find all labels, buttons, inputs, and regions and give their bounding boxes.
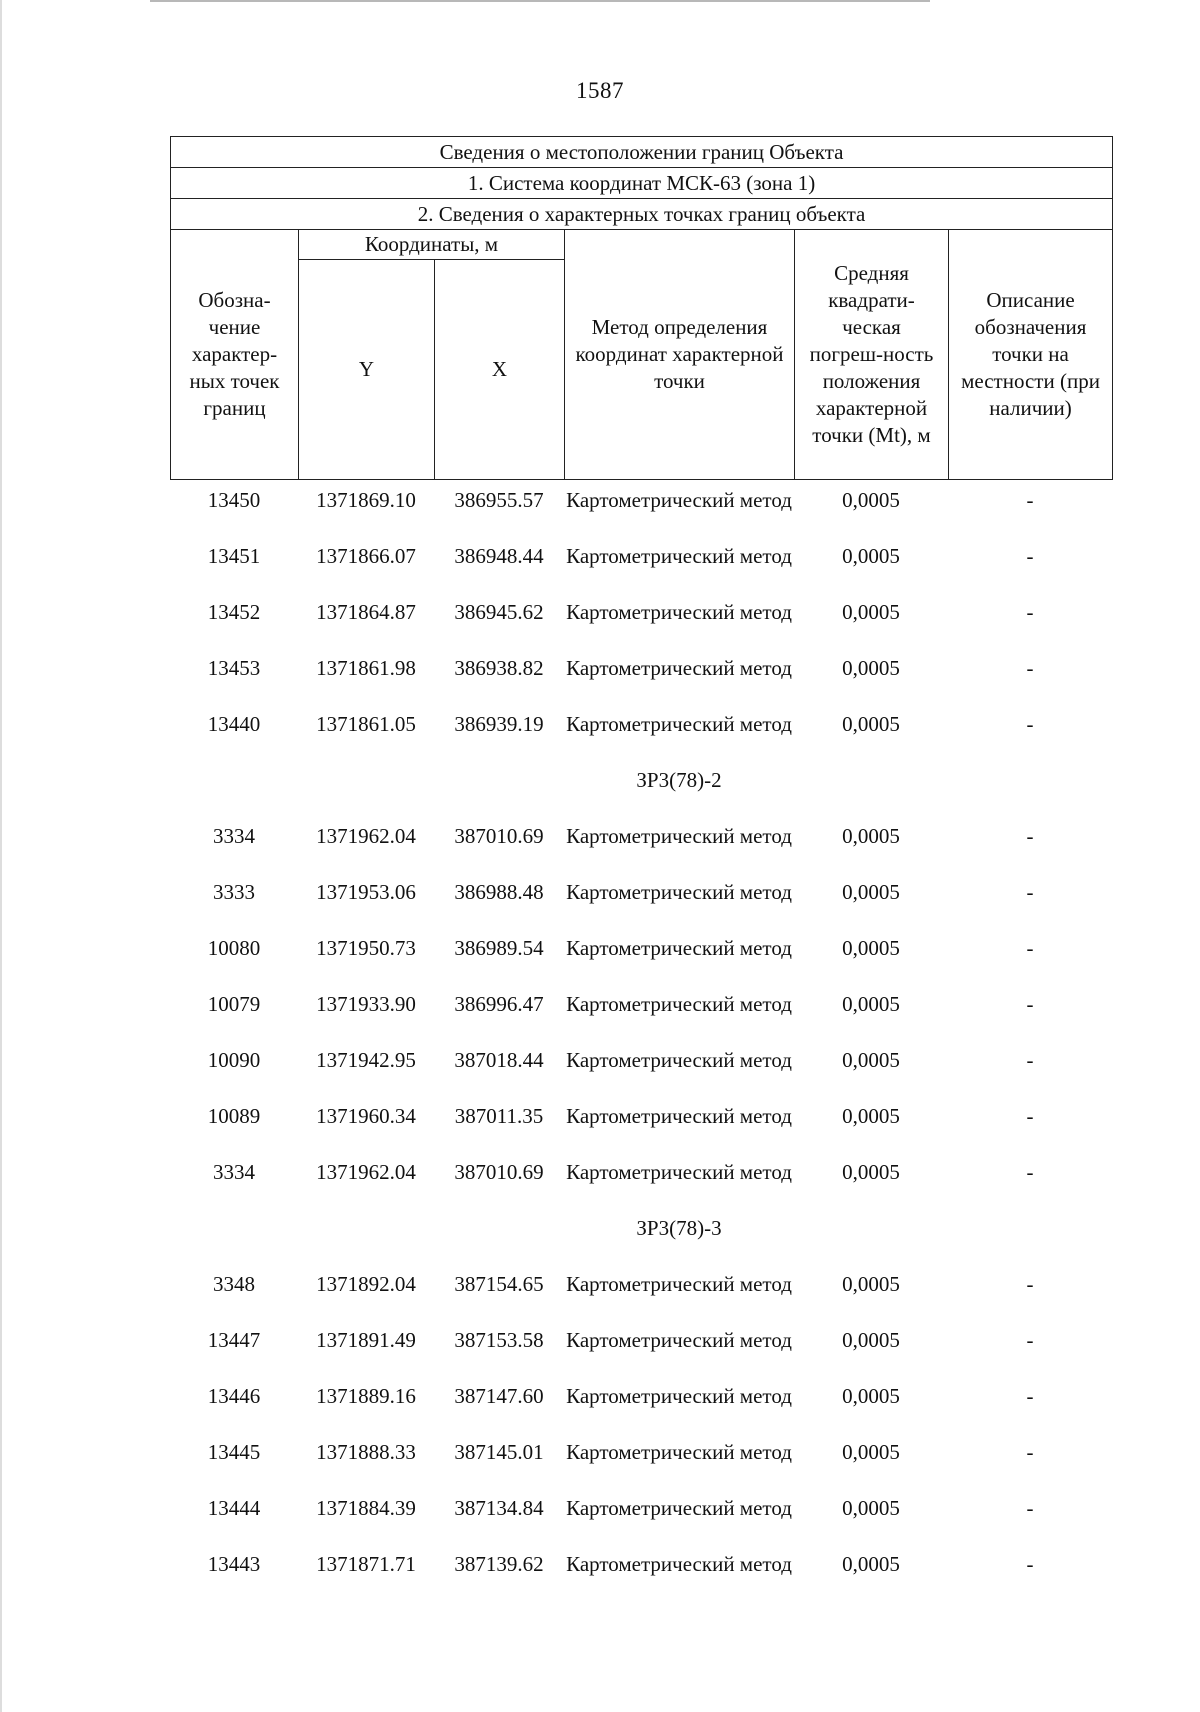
table-row <box>170 486 1112 542</box>
header-coordinates: Координаты, м <box>299 230 565 260</box>
coord-y: 1371888.33 <box>316 1440 416 1464</box>
description: - <box>1026 936 1034 960</box>
coord-y: 1371953.06 <box>316 880 416 904</box>
table-row <box>170 1158 1112 1214</box>
table-row <box>170 1382 1112 1438</box>
header-y: Y <box>299 260 435 480</box>
error-value: 0,0005 <box>842 1104 900 1128</box>
method: Картометрический метод <box>566 1440 792 1464</box>
error-value: 0,0005 <box>842 1384 900 1408</box>
group-label: ЗР3(78)-3 <box>636 1216 722 1240</box>
table-row <box>170 934 1112 990</box>
coord-x: 387154.65 <box>454 1272 544 1296</box>
point-id: 13451 <box>207 544 261 568</box>
error-value: 0,0005 <box>842 600 900 624</box>
description: - <box>1026 656 1034 680</box>
coord-x: 386988.48 <box>454 880 544 904</box>
point-id: 3348 <box>213 1272 255 1296</box>
header-designation: Обозна-чение характер-ных точек границ <box>171 230 299 480</box>
description: - <box>1026 1552 1034 1576</box>
description: - <box>1026 544 1034 568</box>
description: - <box>1026 1440 1034 1464</box>
header-error: Средняя квадрати-ческая погреш-ность положения характерной точки (Mt), м <box>795 230 949 480</box>
point-id: 13445 <box>207 1440 261 1464</box>
description: - <box>1026 1104 1034 1128</box>
error-value: 0,0005 <box>842 544 900 568</box>
scan-artifact-top <box>150 0 930 2</box>
description: - <box>1026 712 1034 736</box>
table-row <box>170 710 1112 766</box>
group-row <box>170 1214 1112 1270</box>
coord-x: 386996.47 <box>454 992 544 1016</box>
point-id: 10090 <box>207 1048 261 1072</box>
table-row <box>170 1270 1112 1326</box>
error-value: 0,0005 <box>842 1160 900 1184</box>
coord-x: 386989.54 <box>454 936 544 960</box>
description: - <box>1026 1272 1034 1296</box>
coordinates-data-table <box>170 486 1112 1606</box>
coord-x: 387011.35 <box>454 1104 544 1128</box>
point-id: 10089 <box>207 1104 261 1128</box>
error-value: 0,0005 <box>842 936 900 960</box>
method: Картометрический метод <box>566 936 792 960</box>
method: Картометрический метод <box>566 544 792 568</box>
header-x: X <box>435 260 565 480</box>
method: Картометрический метод <box>566 1104 792 1128</box>
coord-y: 1371866.07 <box>316 544 416 568</box>
point-id: 13450 <box>207 488 261 512</box>
coord-y: 1371861.05 <box>316 712 416 736</box>
coord-x: 386938.82 <box>454 656 544 680</box>
error-value: 0,0005 <box>842 1440 900 1464</box>
table-row <box>170 990 1112 1046</box>
method: Картометрический метод <box>566 488 792 512</box>
error-value: 0,0005 <box>842 824 900 848</box>
data-rows <box>170 486 1112 1606</box>
description: - <box>1026 1048 1034 1072</box>
coord-x: 387147.60 <box>454 1384 544 1408</box>
table-row <box>170 1494 1112 1550</box>
header-title: Сведения о местоположении границ Объекта <box>171 137 1113 168</box>
coord-x: 386945.62 <box>454 600 544 624</box>
coord-y: 1371933.90 <box>316 992 416 1016</box>
group-label: ЗР3(78)-2 <box>636 768 722 792</box>
coord-x: 387018.44 <box>454 1048 544 1072</box>
table-row <box>170 1102 1112 1158</box>
coord-y: 1371884.39 <box>316 1496 416 1520</box>
table-row <box>170 1046 1112 1102</box>
coordinates-header-table <box>170 136 1113 480</box>
header-method: Метод определения координат характерной точки <box>565 230 795 480</box>
coord-y: 1371869.10 <box>316 488 416 512</box>
error-value: 0,0005 <box>842 1048 900 1072</box>
coord-y: 1371891.49 <box>316 1328 416 1352</box>
point-id: 3333 <box>213 880 255 904</box>
point-id: 13453 <box>207 656 261 680</box>
method: Картометрический метод <box>566 1160 792 1184</box>
table-row <box>170 878 1112 934</box>
group-row <box>170 766 1112 822</box>
coord-x: 387153.58 <box>454 1328 544 1352</box>
description: - <box>1026 1328 1034 1352</box>
coord-y: 1371871.71 <box>316 1552 416 1576</box>
error-value: 0,0005 <box>842 880 900 904</box>
table-row <box>170 654 1112 710</box>
method: Картометрический метод <box>566 1496 792 1520</box>
error-value: 0,0005 <box>842 1272 900 1296</box>
coord-y: 1371950.73 <box>316 936 416 960</box>
error-value: 0,0005 <box>842 488 900 512</box>
coord-y: 1371942.95 <box>316 1048 416 1072</box>
coord-x: 386955.57 <box>454 488 544 512</box>
table-row <box>170 1438 1112 1494</box>
point-id: 13443 <box>207 1552 261 1576</box>
point-id: 10080 <box>207 936 261 960</box>
coord-x: 387134.84 <box>454 1496 544 1520</box>
coord-x: 386939.19 <box>454 712 544 736</box>
point-id: 3334 <box>213 1160 255 1184</box>
method: Картометрический метод <box>566 992 792 1016</box>
method: Картометрический метод <box>566 1048 792 1072</box>
coord-y: 1371861.98 <box>316 656 416 680</box>
error-value: 0,0005 <box>842 712 900 736</box>
method: Картометрический метод <box>566 824 792 848</box>
table-row <box>170 1326 1112 1382</box>
coord-y: 1371889.16 <box>316 1384 416 1408</box>
table-row <box>170 822 1112 878</box>
method: Картометрический метод <box>566 1384 792 1408</box>
description: - <box>1026 992 1034 1016</box>
coord-y: 1371960.34 <box>316 1104 416 1128</box>
description: - <box>1026 1160 1034 1184</box>
point-id: 10079 <box>207 992 261 1016</box>
error-value: 0,0005 <box>842 1328 900 1352</box>
coord-y: 1371864.87 <box>316 600 416 624</box>
method: Картометрический метод <box>566 656 792 680</box>
point-id: 13444 <box>207 1496 261 1520</box>
header-coordinate-system: 1. Система координат МСК-63 (зона 1) <box>171 168 1113 199</box>
method: Картометрический метод <box>566 1272 792 1296</box>
point-id: 13452 <box>207 600 261 624</box>
description: - <box>1026 488 1034 512</box>
table-row <box>170 1550 1112 1606</box>
method: Картометрический метод <box>566 880 792 904</box>
point-id: 13440 <box>207 712 261 736</box>
description: - <box>1026 824 1034 848</box>
coord-x: 386948.44 <box>454 544 544 568</box>
error-value: 0,0005 <box>842 1552 900 1576</box>
coord-x: 387145.01 <box>454 1440 544 1464</box>
coord-y: 1371962.04 <box>316 1160 416 1184</box>
coord-x: 387139.62 <box>454 1552 544 1576</box>
description: - <box>1026 1384 1034 1408</box>
coord-y: 1371962.04 <box>316 824 416 848</box>
table-row <box>170 542 1112 598</box>
description: - <box>1026 600 1034 624</box>
description: - <box>1026 880 1034 904</box>
coord-x: 387010.69 <box>454 824 544 848</box>
point-id: 13447 <box>207 1328 261 1352</box>
error-value: 0,0005 <box>842 1496 900 1520</box>
header-description: Описание обозначения точки на местности (при наличии) <box>949 230 1113 480</box>
header-section: 2. Сведения о характерных точках границ объекта <box>171 199 1113 230</box>
coord-y: 1371892.04 <box>316 1272 416 1296</box>
error-value: 0,0005 <box>842 992 900 1016</box>
point-id: 13446 <box>207 1384 261 1408</box>
page-number: 1587 <box>576 78 624 103</box>
method: Картометрический метод <box>566 1328 792 1352</box>
error-value: 0,0005 <box>842 656 900 680</box>
coord-x: 387010.69 <box>454 1160 544 1184</box>
point-id: 3334 <box>213 824 255 848</box>
method: Картометрический метод <box>566 712 792 736</box>
description: - <box>1026 1496 1034 1520</box>
scan-artifact-left <box>0 0 2 1712</box>
method: Картометрический метод <box>566 1552 792 1576</box>
method: Картометрический метод <box>566 600 792 624</box>
table-row <box>170 598 1112 654</box>
